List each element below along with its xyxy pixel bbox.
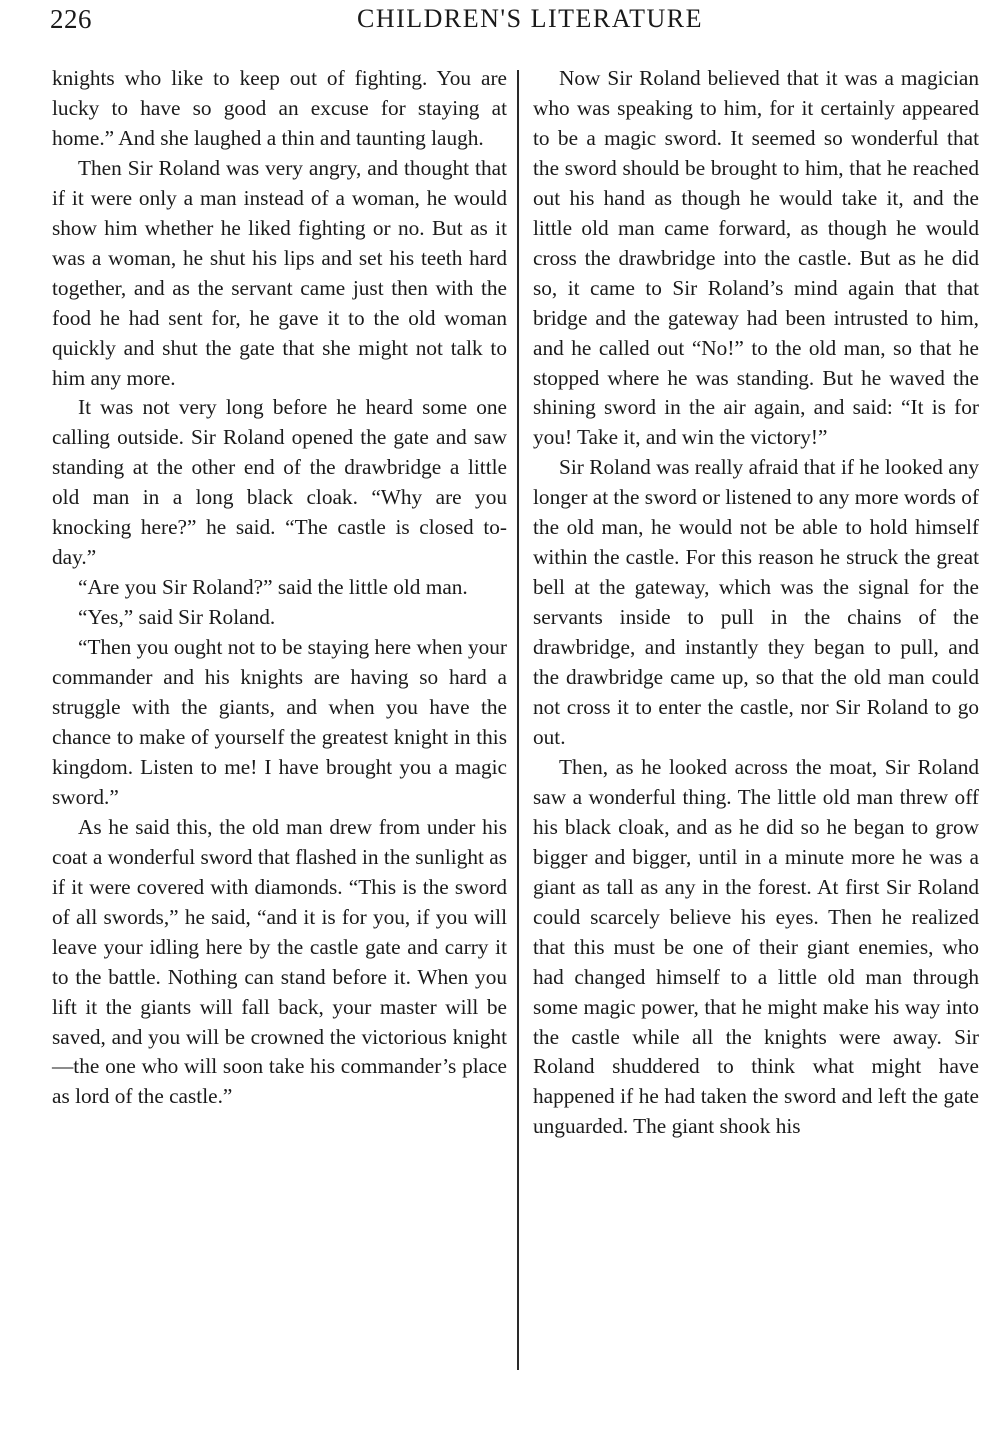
running-head xyxy=(50,4,980,40)
left-column xyxy=(52,64,507,1112)
paragraph: It was not very long before he heard some one calling outside. Sir Roland opened the gate and saw standing at the other end of the drawbridge a little old man in a long black cloak. “Why are you knocking here?” he said. “The castle is closed to-day.” xyxy=(52,395,507,570)
paragraph: “Are you Sir Roland?” said the little old man. xyxy=(78,575,468,600)
paragraph: As he said this, the old man drew from under his coat a wonderful sword that flashed in the sunlight as if it were covered with diamonds. “This is the sword of all swords,” he said, “and it is for you, if you will leave your idling here by the castle gate and carry it to the battle. Nothing can stand before it. When you lift it the giants will fall back, your master will be saved, and you will be crowned the victorious knight—the one who will soon take his commander’s place as lord of the castle.” xyxy=(52,814,507,1109)
paragraph: “Yes,” said Sir Roland. xyxy=(78,605,276,630)
paragraph: “Then you ought not to be staying here when your commander and his knights are having so hard a struggle with the giants, and when you have the chance to make of yourself the greatest knight in this kingdom. Listen to me! I have brought you a magic sword.” xyxy=(52,635,507,809)
page-number: 226 xyxy=(50,4,92,34)
paragraph-continued: knights who like to keep out of fighting. You are lucky to have so good an excuse for staying at home.” And she laughed a thin and taunting laugh. xyxy=(52,66,507,150)
running-title: CHILDREN'S LITERATURE xyxy=(356,4,703,33)
paragraph: Then Sir Roland was very angry, and thought that if it were only a man instead of a woman, he would show him whether he liked fighting or no. But as it was a woman, he shut his lips and set his teeth hard together, and as the servant came just then with the food he had sent for, he gave it to the old woman quickly and shut the gate that she might not talk to him any more. xyxy=(52,155,507,390)
paragraph: Then, as he looked across the moat, Sir Roland saw a wonderful thing. The little old man threw off his black cloak, and as he did so he began to grow bigger and bigger, until in a minute more he was a giant as tall as any in the forest. At first Sir Roland could scarcely believe his eyes. Then he realized that this must be one of their giant enemies, who had changed himself to a little old man through some magic power, that he might make his way into the castle while all the knights were away. Sir Roland shuddered to think what might have happened if he had taken the sword and left the gate unguarded. The giant shook his xyxy=(533,754,979,1139)
column-divider xyxy=(517,70,519,1370)
paragraph: Now Sir Roland believed that it was a magician who was speaking to him, for it certainly appeared to be a magic sword. It seemed so wonderful that the sword should be brought to him, that he reached out his hand as though he would take it, and the little old man came forward, as though he would cross the drawbridge into the castle. But as he did so, it came to Sir Roland’s mind again that that bridge and the gateway had been intrusted to him, and he called out “No!” to the old man, so that he stopped where he was standing. But he waved the shining sword in the air again, and said: “It is for you! Take it, and win the victory!” xyxy=(533,66,979,450)
right-column xyxy=(533,64,979,1142)
paragraph: Sir Roland was really afraid that if he looked any longer at the sword or listened to any more words of the old man, he would not be able to hold himself within the castle. For this reason he struck the great bell at the gateway, which was the signal for the servants inside to pull in the chains of the drawbridge, and instantly they began to pull, and the drawbridge came up, so that the old man could not cross it to enter the castle, nor Sir Roland to go out. xyxy=(533,455,979,749)
